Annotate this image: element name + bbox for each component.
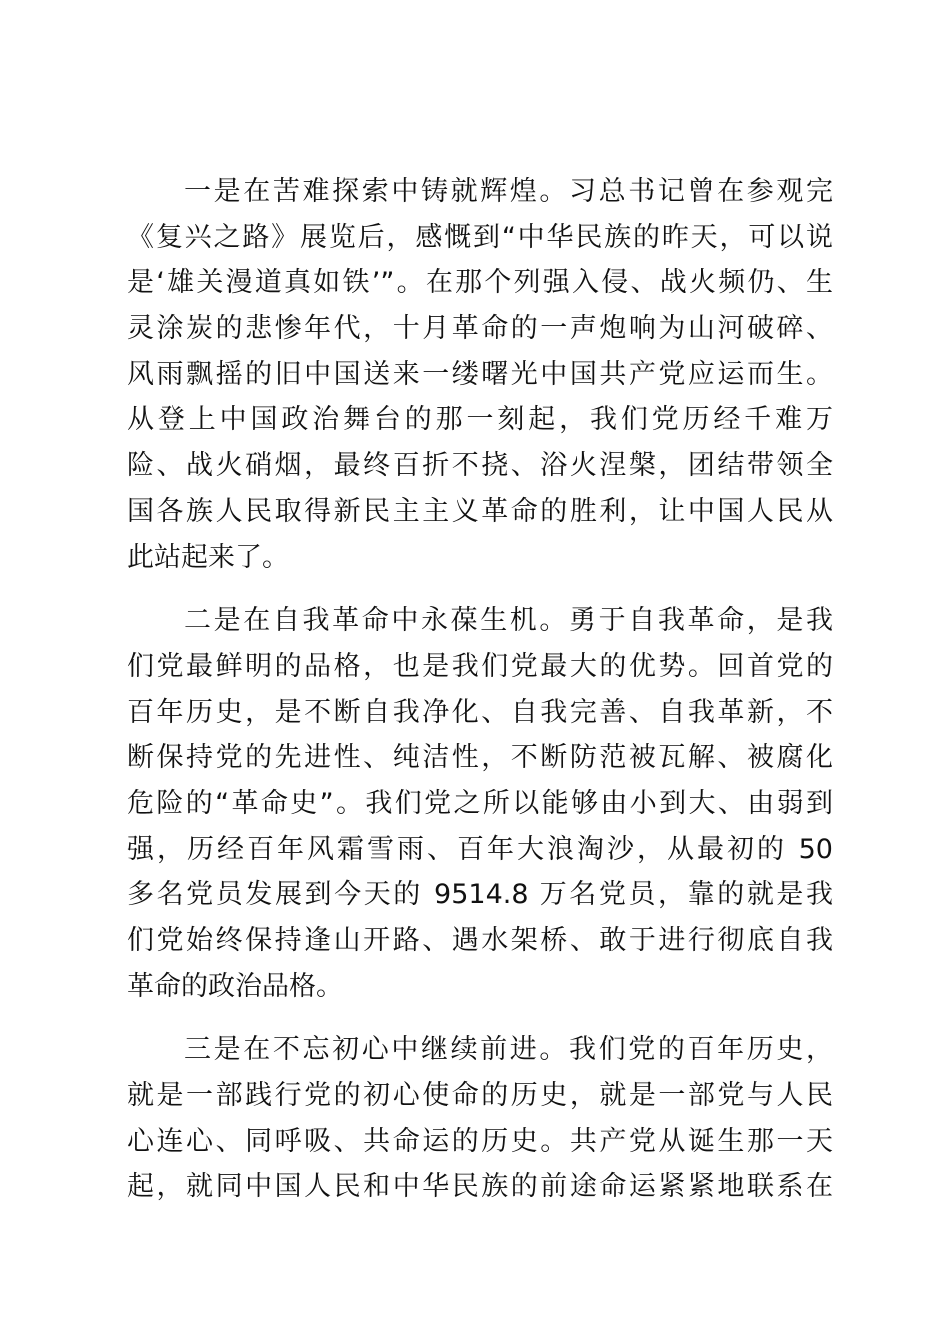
paragraph-line: 险、战火硝烟，最终百折不挠、浴火涅槃，团结带领全 — [127, 450, 833, 482]
paragraph-line: 风雨飘摇的旧中国送来一缕曙光中国共产党应运而生。 — [127, 358, 833, 390]
paragraph-line: 二是在自我革命中永葆生机。勇于自我革命，是我 — [184, 605, 833, 637]
paragraph-line: 革命的政治品格。 — [127, 970, 343, 1002]
paragraph-line: 们党始终保持逢山开路、遇水架桥、敢于进行彻底自我 — [127, 925, 833, 956]
paragraph-line: 多名党员发展到今天的 9514.8 万名党员，靠的就是我 — [127, 879, 833, 911]
paragraph-line: 此站起来了。 — [127, 541, 289, 573]
paragraph-line: 三是在不忘初心中继续前进。我们党的百年历史， — [184, 1034, 833, 1066]
paragraph-line: 从登上中国政治舞台的那一刻起，我们党历经千难万 — [127, 404, 833, 436]
paragraph-line: 国各族人民取得新民主主义革命的胜利，让中国人民从 — [127, 495, 833, 527]
paragraph-line: 断保持党的先进性、纯洁性，不断防范被瓦解、被腐化 — [127, 742, 833, 774]
paragraph-line: 灵涂炭的悲惨年代，十月革命的一声炮响为山河破碎、 — [127, 313, 833, 345]
paragraph-line: 百年历史，是不断自我净化、自我完善、自我革新，不 — [127, 696, 833, 728]
paragraph-2 — [127, 598, 833, 1009]
paragraph-line: 危险的“革命史”。我们党之所以能够由小到大、由弱到 — [127, 787, 833, 819]
document-body — [127, 169, 833, 1228]
paragraph-3 — [127, 1027, 833, 1210]
paragraph-line: 强，历经百年风霜雪雨、百年大浪淘沙，从最初的 50 — [127, 833, 833, 865]
paragraph-line: 是‘雄关漫道真如铁’”。在那个列强入侵、战火频仍、生 — [127, 267, 833, 299]
paragraph-line: 就是一部践行党的初心使命的历史，就是一部党与人民 — [127, 1080, 833, 1112]
paragraph-line: 起，就同中国人民和中华民族的前途命运紧紧地联系在 — [127, 1171, 833, 1203]
paragraph-line: 一是在苦难探索中铸就辉煌。习总书记曾在参观完 — [184, 176, 833, 207]
paragraph-line: 《复兴之路》展览后，感慨到“中华民族的昨天，可以说 — [127, 221, 833, 253]
paragraph-line: 心连心、同呼吸、共命运的历史。共产党从诞生那一天 — [127, 1125, 833, 1157]
paragraph-1 — [127, 169, 833, 580]
paragraph-line: 们党最鲜明的品格，也是我们党最大的优势。回首党的 — [127, 650, 833, 682]
